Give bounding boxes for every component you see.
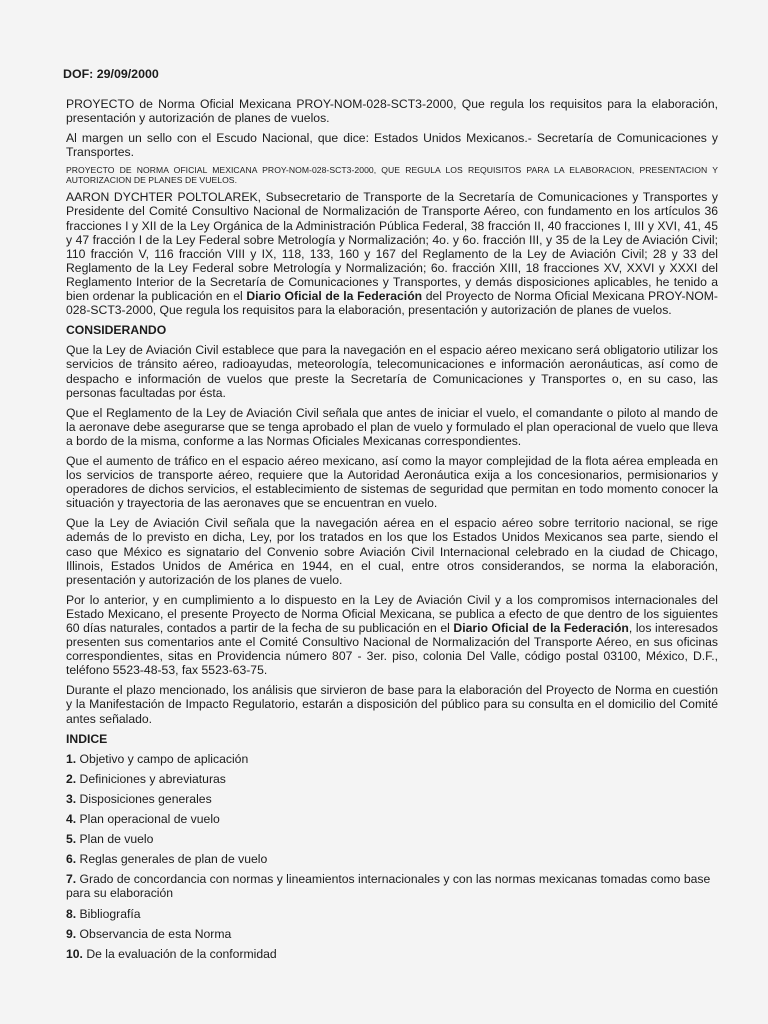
considerando-2: Que el Reglamento de la Ley de Aviación Civil señala que antes de iniciar el vuelo, el comandante o piloto al mando de la aeronave debe asegurarse que se tenga aprobado el plan de vuelo y formulado el plan operacional de vuelo que lleva a bordo de la misma, conforme a las Normas Oficiales Mexicanas correspondientes.: [66, 405, 718, 448]
indice-item: [66, 852, 718, 866]
indice-item: [66, 872, 718, 900]
diario-oficial-bold: Diario Oficial de la Federación: [453, 621, 629, 635]
considerando-5-text-a: Por lo anterior, y en cumplimiento a lo dispuesto en la Ley de Aviación Civil y a los compromisos internacionales del Estado Mexicano, el presente Proyecto de Norma Oficial Mexicana, se publica a efecto de que dentro de los siguientes 60 días naturales, contados a partir de la fecha de su publicación en el: [66, 592, 718, 635]
indice-number: 1.: [66, 751, 77, 766]
indice-text: Plan operacional de vuelo: [76, 812, 220, 827]
indice-text: Plan de vuelo: [76, 832, 154, 847]
indice-item: [66, 947, 718, 961]
considerando-4: Que la Ley de Aviación Civil señala que la navegación aérea en el espacio aéreo sobre territorio nacional, se rige además de lo previsto en dicha, Ley, por los tratados en los que los Estados Unidos Mexicanos sea parte, siendo el caso que México es signatario del Convenio sobre Aviación Civil Internacional celebrado en la ciudad de Chicago, Illinois, Estados Unidos de América en 1944, en el cual, entre otros considerandos, se norma la elaboración, presentación y autorización de los planes de vuelo.: [66, 516, 718, 587]
indice-number: 7.: [66, 872, 77, 887]
indice-item: [66, 907, 718, 921]
indice-item: [66, 772, 718, 786]
indice-number: 9.: [66, 926, 77, 941]
indice-list: [66, 752, 718, 961]
indice-item: [66, 792, 718, 806]
indice-text: De la evaluación de la conformidad: [82, 946, 277, 961]
indice-text: Reglas generales de plan de vuelo: [76, 852, 268, 867]
indice-text: Bibliografía: [76, 906, 141, 921]
indice-item: [66, 812, 718, 826]
indice-item: [66, 832, 718, 846]
considerando-3: Que el aumento de tráfico en el espacio aéreo mexicano, así como la mayor complejidad de la flota aérea empleada en los servicios de transporte aéreo, requiere que la Autoridad Aeronáutica exija a los concesionarios, permisionarios y operadores de dichos servicios, el establecimiento de sistemas de seguridad que permitan en todo momento conocer la situación y trayectoria de las aeronaves que se encuentran en vuelo.: [66, 453, 718, 511]
authority-text-a: AARON DYCHTER POLTOLAREK, Subsecretario de Transporte de la Secretaría de Comunicaciones y Transportes y Presidente del Comité Consultivo Nacional de Normalización de Transporte Aéreo, con fundamento en los artículos 36 fracciones I y XII de la Ley Orgánica de la Administración Pública Federal, 38 fracción II, 40 fracciones I, III y XVI, 41, 45 y 47 fracción I de la Ley Federal sobre Metrología y Normalización; 4o. y 6o. fracción III, y 35 de la Ley de Aviación Civil; 110 fracción V, 116 fracción VIII y IX, 118, 133, 160 y 167 del Reglamento de la Ley de Aviación Civil; 28 y 33 del Reglamento de la Ley Federal sobre Metrología y Normalización; 6o. fracción XIII, 18 fracciones XV, XXVI y XXXI del Reglamento Interior de la Secretaría de Comunicaciones y Transportes, y demás disposiciones aplicables, he tenido a bien ordenar la publicación en el: [66, 190, 718, 304]
indice-text: Observancia de esta Norma: [76, 926, 232, 941]
diario-oficial-bold: Diario Oficial de la Federación: [246, 289, 423, 304]
indice-number: 3.: [66, 791, 77, 806]
considerando-5: [66, 593, 718, 678]
considerando-1: Que la Ley de Aviación Civil establece que para la navegación en el espacio aéreo mexicano será obligatorio utilizar los servicios de tránsito aéreo, radioayudas, meteorología, telecomunicaciones e información aeronáuticas, así como de despacho e información de vuelos que preste la Secretaría de Comunicaciones y Transportes o, en su caso, las personas facultadas por ésta.: [66, 343, 718, 400]
intro-paragraph: PROYECTO de Norma Oficial Mexicana PROY-NOM-028-SCT3-2000, Que regula los requisitos para la elaboración, presentación y autorización de planes de vuelos.: [66, 97, 718, 126]
indice-number: 5.: [66, 832, 77, 847]
indice-number: 6.: [66, 852, 77, 867]
seal-paragraph: Al margen un sello con el Escudo Nacional, que dice: Estados Unidos Mexicanos.- Secretaría de Comunicaciones y Transportes.: [66, 131, 718, 160]
dof-date: DOF: 29/09/2000: [63, 67, 159, 81]
indice-number: 10.: [66, 946, 83, 961]
indice-number: 2.: [66, 771, 77, 786]
indice-heading: INDICE: [66, 731, 108, 746]
considerando-6: Durante el plazo mencionado, los análisis que sirvieron de base para la elaboración del Proyecto de Norma en cuestión y la Manifestación de Impacto Regulatorio, estarán a disposición del público para su consulta en el domicilio del Comité antes señalado.: [66, 683, 718, 726]
authority-paragraph: [66, 190, 718, 317]
indice-text: Disposiciones generales: [76, 791, 212, 806]
indice-text: Definiciones y abreviaturas: [76, 771, 226, 786]
uppercase-title: PROYECTO DE NORMA OFICIAL MEXICANA PROY-NOM-028-SCT3-2000, QUE REGULA LOS REQUISITOS PARA LA ELABORACION, PRESENTACION Y AUTORIZACION DE PLANES DE VUELOS.: [66, 165, 718, 186]
indice-text: Grado de concordancia con normas y lineamientos internacionales y con las normas mexicanas tomadas como base para su elaboración: [66, 872, 711, 901]
authority-text-b: del Proyecto de Norma Oficial Mexicana PROY-NOM-028-SCT3-2000, Que regula los requisitos para la elaboración, presentación y autorización de planes de vuelos.: [66, 289, 718, 318]
considerando-5-text-b: , los interesados presenten sus comentarios ante el Comité Consultivo Nacional de Normalización del Transporte Aéreo, en sus oficinas correspondientes, sitas en Providencia número 807 - 3er. piso, colonia Del Valle, código postal 03100, México, D.F., teléfono 5523-48-53, fax 5523-63-75.: [66, 621, 719, 678]
document-body: [66, 97, 718, 967]
indice-item: [66, 927, 718, 941]
considerando-heading: CONSIDERANDO: [66, 323, 167, 338]
indice-text: Objetivo y campo de aplicación: [76, 751, 249, 766]
indice-number: 4.: [66, 812, 77, 827]
indice-number: 8.: [66, 906, 77, 921]
indice-item: [66, 752, 718, 766]
